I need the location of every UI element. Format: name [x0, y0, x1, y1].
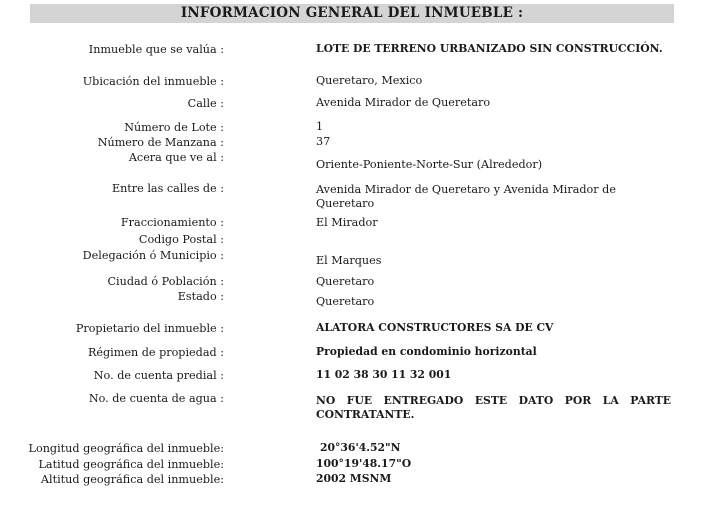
section-header: INFORMACION GENERAL DEL INMUEBLE : — [30, 4, 674, 23]
label-latitud: Latitud geográfica del inmueble: — [38, 458, 224, 471]
label-lote: Número de Lote : — [124, 121, 224, 134]
value-calle: Avenida Mirador de Queretaro — [316, 96, 491, 109]
label-regimen: Régimen de propiedad : — [87, 346, 224, 359]
value-altitud: 2002 MSNM — [316, 472, 392, 485]
label-predial: No. de cuenta predial : — [93, 369, 224, 382]
value-propietario: ALATORA CONSTRUCTORES SA DE CV — [316, 321, 554, 334]
label-calle: Calle : — [187, 97, 224, 110]
label-inmueble: Inmueble que se valúa : — [88, 43, 224, 56]
label-estado: Estado : — [177, 290, 224, 303]
label-acera: Acera que ve al : — [128, 151, 224, 164]
label-fraccionamiento: Fraccionamiento : — [120, 216, 224, 229]
label-delegacion: Delegación ó Municipio : — [82, 249, 224, 262]
label-entre-calles: Entre las calles de : — [111, 182, 224, 195]
value-acera: Oriente-Poniente-Norte-Sur (Alrededor) — [316, 158, 543, 171]
label-altitud: Altitud geográfica del inmueble: — [40, 473, 224, 486]
value-predial: 11 02 38 30 11 32 001 — [316, 368, 452, 381]
label-codigo-postal: Codigo Postal : — [138, 233, 224, 246]
value-lote: 1 — [316, 120, 324, 133]
value-inmueble: LOTE DE TERRENO URBANIZADO SIN CONSTRUCCIÓN. — [316, 42, 663, 55]
label-agua: No. de cuenta de agua : — [88, 392, 224, 405]
label-propietario: Propietario del inmueble : — [75, 322, 224, 335]
value-ubicacion: Queretaro, Mexico — [316, 74, 423, 87]
value-estado: Queretaro — [316, 295, 375, 308]
value-regimen: Propiedad en condominio horizontal — [316, 345, 537, 358]
value-fraccionamiento: El Mirador — [316, 216, 378, 229]
label-longitud: Longitud geográfica del inmueble: — [28, 442, 224, 455]
value-longitud: 20°36'4.52"N — [320, 441, 401, 454]
value-latitud: 100°19'48.17"O — [316, 457, 412, 470]
value-entre-calles: Avenida Mirador de Queretaro y Avenida Mirador de Queretaro — [316, 183, 616, 210]
value-manzana: 37 — [316, 135, 331, 148]
label-ubicacion: Ubicación del inmueble : — [82, 75, 224, 88]
value-delegacion: El Marques — [316, 254, 382, 267]
label-ciudad: Ciudad ó Población : — [107, 275, 224, 288]
value-agua: NO FUE ENTREGADO ESTE DATO POR LA PARTE CONTRATANTE. — [316, 394, 671, 421]
value-ciudad: Queretaro — [316, 275, 375, 288]
label-manzana: Número de Manzana : — [97, 136, 224, 149]
